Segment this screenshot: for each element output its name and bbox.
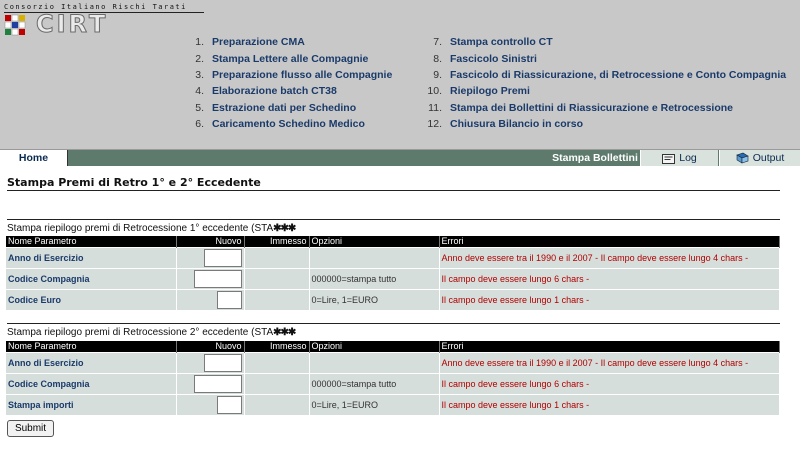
menu-right-column xyxy=(426,34,786,132)
param-errori: Il campo deve essere lungo 1 chars - xyxy=(439,394,780,415)
parameters-table xyxy=(6,341,780,415)
param-opzioni: 0=Lire, 1=EURO xyxy=(309,394,439,415)
logo-cubes-icon xyxy=(4,14,26,36)
param-name: Anno di Esercizio xyxy=(6,247,176,268)
header-nome-parametro: Nome Parametro xyxy=(6,341,176,352)
param-name: Codice Compagnia xyxy=(6,373,176,394)
log-tab-label: Log xyxy=(679,152,697,164)
table-row xyxy=(6,268,780,289)
menu-item[interactable] xyxy=(188,83,392,99)
param-immesso xyxy=(244,394,309,415)
header-immesso: Immesso xyxy=(244,341,309,352)
param-nuovo-cell xyxy=(176,394,244,415)
anno-esercizio-input[interactable] xyxy=(204,354,242,372)
param-errori: Il campo deve essere lungo 1 chars - xyxy=(439,289,780,310)
menu-item[interactable] xyxy=(188,50,392,66)
truncation-glyphs: ✱✱✱ xyxy=(273,327,296,338)
param-nuovo-cell xyxy=(176,289,244,310)
table-row xyxy=(6,352,780,373)
header-errori: Errori xyxy=(439,341,780,352)
menu-item[interactable] xyxy=(426,100,786,116)
menu-item-number: 2. xyxy=(195,52,204,65)
table-row xyxy=(6,247,780,268)
menu-item-link[interactable]: Fascicolo Sinistri xyxy=(450,52,537,65)
param-errori: Il campo deve essere lungo 6 chars - xyxy=(439,268,780,289)
param-name: Codice Euro xyxy=(6,289,176,310)
menu-item[interactable] xyxy=(426,34,786,50)
table-header-row xyxy=(6,236,780,247)
param-immesso xyxy=(244,268,309,289)
param-name: Codice Compagnia xyxy=(6,268,176,289)
header-nuovo: Nuovo xyxy=(176,236,244,247)
section-caption-text: Stampa riepilogo premi di Retrocessione 1° eccedente (STA xyxy=(7,223,274,234)
param-immesso xyxy=(244,247,309,268)
app-header xyxy=(0,0,800,150)
log-tab[interactable] xyxy=(640,150,718,166)
title-divider xyxy=(7,190,780,191)
menu-item-link[interactable]: Stampa controllo CT xyxy=(450,36,553,49)
param-nuovo-cell xyxy=(176,268,244,289)
log-icon xyxy=(662,153,675,164)
section-caption xyxy=(7,223,295,234)
section-caption xyxy=(7,327,295,338)
param-opzioni: 0=Lire, 1=EURO xyxy=(309,289,439,310)
param-opzioni xyxy=(309,352,439,373)
menu-item-link[interactable]: Stampa Lettere alle Compagnie xyxy=(212,52,369,65)
logo-text: CIRT xyxy=(36,10,109,38)
section-divider xyxy=(7,323,780,324)
header-nome-parametro: Nome Parametro xyxy=(6,236,176,247)
param-errori: Anno deve essere tra il 1990 e il 2007 - Il campo deve essere lungo 4 chars - xyxy=(439,352,780,373)
current-section-label: Stampa Bollettini xyxy=(552,152,638,164)
param-immesso xyxy=(244,373,309,394)
output-icon xyxy=(736,152,749,164)
menu-item-link[interactable]: Caricamento Schedino Medico xyxy=(212,118,365,131)
menu-item-link[interactable]: Preparazione CMA xyxy=(212,36,305,49)
header-opzioni: Opzioni xyxy=(309,236,439,247)
menu-item-link[interactable]: Stampa dei Bollettini di Riassicurazione e Retrocessione xyxy=(450,101,733,114)
menu-item[interactable] xyxy=(426,116,786,132)
menu-item-number: 8. xyxy=(433,52,442,65)
param-errori: Il campo deve essere lungo 6 chars - xyxy=(439,373,780,394)
param-immesso xyxy=(244,352,309,373)
header-opzioni: Opzioni xyxy=(309,341,439,352)
menu-item-number: 4. xyxy=(195,85,204,98)
menu-item-link[interactable]: Preparazione flusso alle Compagnie xyxy=(212,68,393,81)
header-nuovo: Nuovo xyxy=(176,341,244,352)
menu-item-link[interactable]: Fascicolo di Riassicurazione, di Retrocessione e Conto Compagnia xyxy=(450,68,787,81)
param-nuovo-cell xyxy=(176,352,244,373)
menu-item-number: 10. xyxy=(427,85,442,98)
truncation-glyphs: ✱✱✱ xyxy=(273,223,296,234)
table-row xyxy=(6,394,780,415)
menu-item-number: 3. xyxy=(195,68,204,81)
parameters-table xyxy=(6,236,780,310)
menu-item-number: 5. xyxy=(195,101,204,114)
codice-euro-input[interactable] xyxy=(217,291,242,309)
table-row xyxy=(6,373,780,394)
param-name: Stampa importi xyxy=(6,394,176,415)
stampa-importi-input[interactable] xyxy=(217,396,242,414)
menu-item-number: 11. xyxy=(428,101,442,114)
menu-item[interactable] xyxy=(188,100,392,116)
param-nuovo-cell xyxy=(176,247,244,268)
param-name: Anno di Esercizio xyxy=(6,352,176,373)
menu-item[interactable] xyxy=(188,67,392,83)
menu-left-column xyxy=(188,34,392,132)
output-tab[interactable] xyxy=(719,150,800,166)
table-header-row xyxy=(6,341,780,352)
home-tab[interactable]: Home xyxy=(0,150,68,166)
submit-button[interactable]: Submit xyxy=(7,420,54,437)
param-opzioni: 000000=stampa tutto xyxy=(309,268,439,289)
menu-item[interactable] xyxy=(426,67,786,83)
page-title: Stampa Premi di Retro 1° e 2° Eccedente xyxy=(7,176,261,189)
header-errori: Errori xyxy=(439,236,780,247)
menu-item-link[interactable]: Riepilogo Premi xyxy=(450,85,530,98)
param-immesso xyxy=(244,289,309,310)
anno-esercizio-input[interactable] xyxy=(204,249,242,267)
nav-bar xyxy=(0,150,800,166)
table-row xyxy=(6,289,780,310)
menu-item-link[interactable]: Estrazione dati per Schedino xyxy=(212,101,357,114)
menu-item-number: 9. xyxy=(433,68,442,81)
param-errori: Anno deve essere tra il 1990 e il 2007 - Il campo deve essere lungo 4 chars - xyxy=(439,247,780,268)
menu-item-link[interactable]: Elaborazione batch CT38 xyxy=(212,85,337,98)
codice-compagnia-input[interactable] xyxy=(194,375,242,393)
section-divider xyxy=(7,219,780,220)
output-tab-label: Output xyxy=(752,152,785,164)
param-opzioni xyxy=(309,247,439,268)
menu-item-number: 6. xyxy=(195,118,204,131)
param-opzioni: 000000=stampa tutto xyxy=(309,373,439,394)
menu-item-number: 1. xyxy=(195,36,204,49)
section-caption-text: Stampa riepilogo premi di Retrocessione 2° eccedente (STA xyxy=(7,327,274,338)
menu-item[interactable] xyxy=(426,50,786,66)
menu-item[interactable] xyxy=(188,116,392,132)
consortium-name: Consorzio Italiano Rischi Tarati xyxy=(4,3,187,11)
menu-item-number: 12. xyxy=(427,118,442,131)
menu-item-link[interactable]: Chiusura Bilancio in corso xyxy=(450,118,584,131)
menu-item[interactable] xyxy=(426,83,786,99)
menu-item[interactable] xyxy=(188,34,392,50)
menu-item-number: 7. xyxy=(433,36,442,49)
param-nuovo-cell xyxy=(176,373,244,394)
header-immesso: Immesso xyxy=(244,236,309,247)
codice-compagnia-input[interactable] xyxy=(194,270,242,288)
